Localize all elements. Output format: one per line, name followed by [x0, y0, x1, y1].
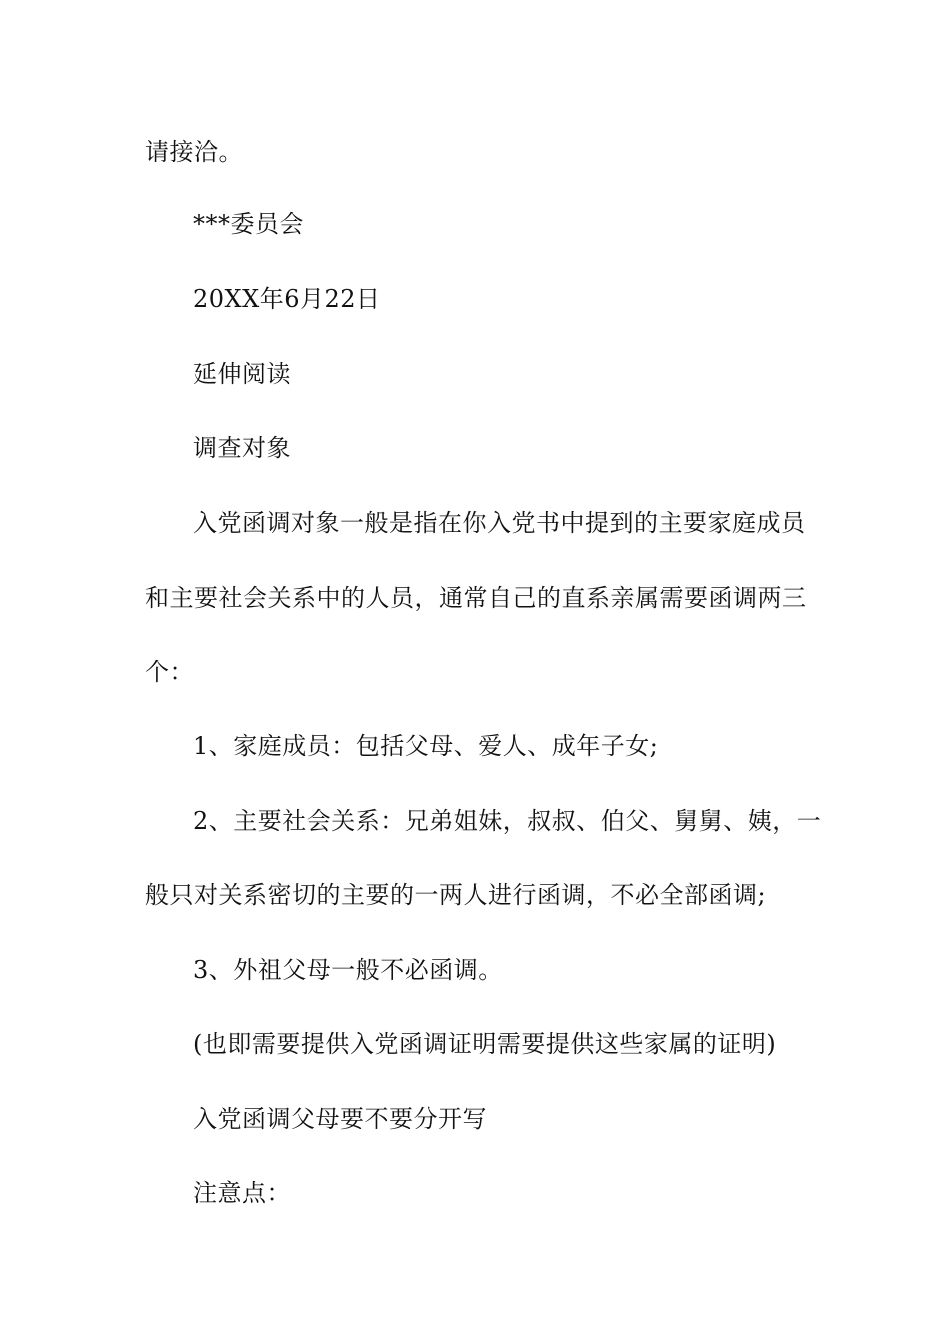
paragraph-line: 和主要社会关系中的人员，通常自己的直系亲属需要函调两三 [145, 584, 807, 612]
document-date: 20XX年6月22日 [193, 285, 381, 313]
section-heading-extended-reading: 延伸阅读 [193, 360, 291, 388]
list-item-social-relations: 2、主要社会关系：兄弟姐妹，叔叔、伯父、舅舅、姨，一 [193, 807, 822, 835]
committee-signature: ***委员会 [193, 210, 304, 238]
closing-line: 请接洽。 [145, 138, 243, 166]
list-item-family-members: 1、家庭成员：包括父母、爱人、成年子女; [193, 732, 659, 760]
paragraph-line: 入党函调对象一般是指在你入党书中提到的主要家庭成员 [193, 509, 806, 537]
paragraph-note: (也即需要提供入党函调证明需要提供这些家属的证明) [193, 1030, 777, 1058]
section-heading-survey-subjects: 调查对象 [193, 434, 291, 462]
section-heading-notes: 注意点： [193, 1179, 291, 1207]
section-heading-parents: 入党函调父母要不要分开写 [193, 1105, 487, 1133]
list-item-grandparents: 3、外祖父母一般不必函调。 [193, 956, 503, 984]
paragraph-line: 个： [145, 658, 194, 686]
list-item-continuation: 般只对关系密切的主要的一两人进行函调，不必全部函调; [145, 881, 767, 909]
